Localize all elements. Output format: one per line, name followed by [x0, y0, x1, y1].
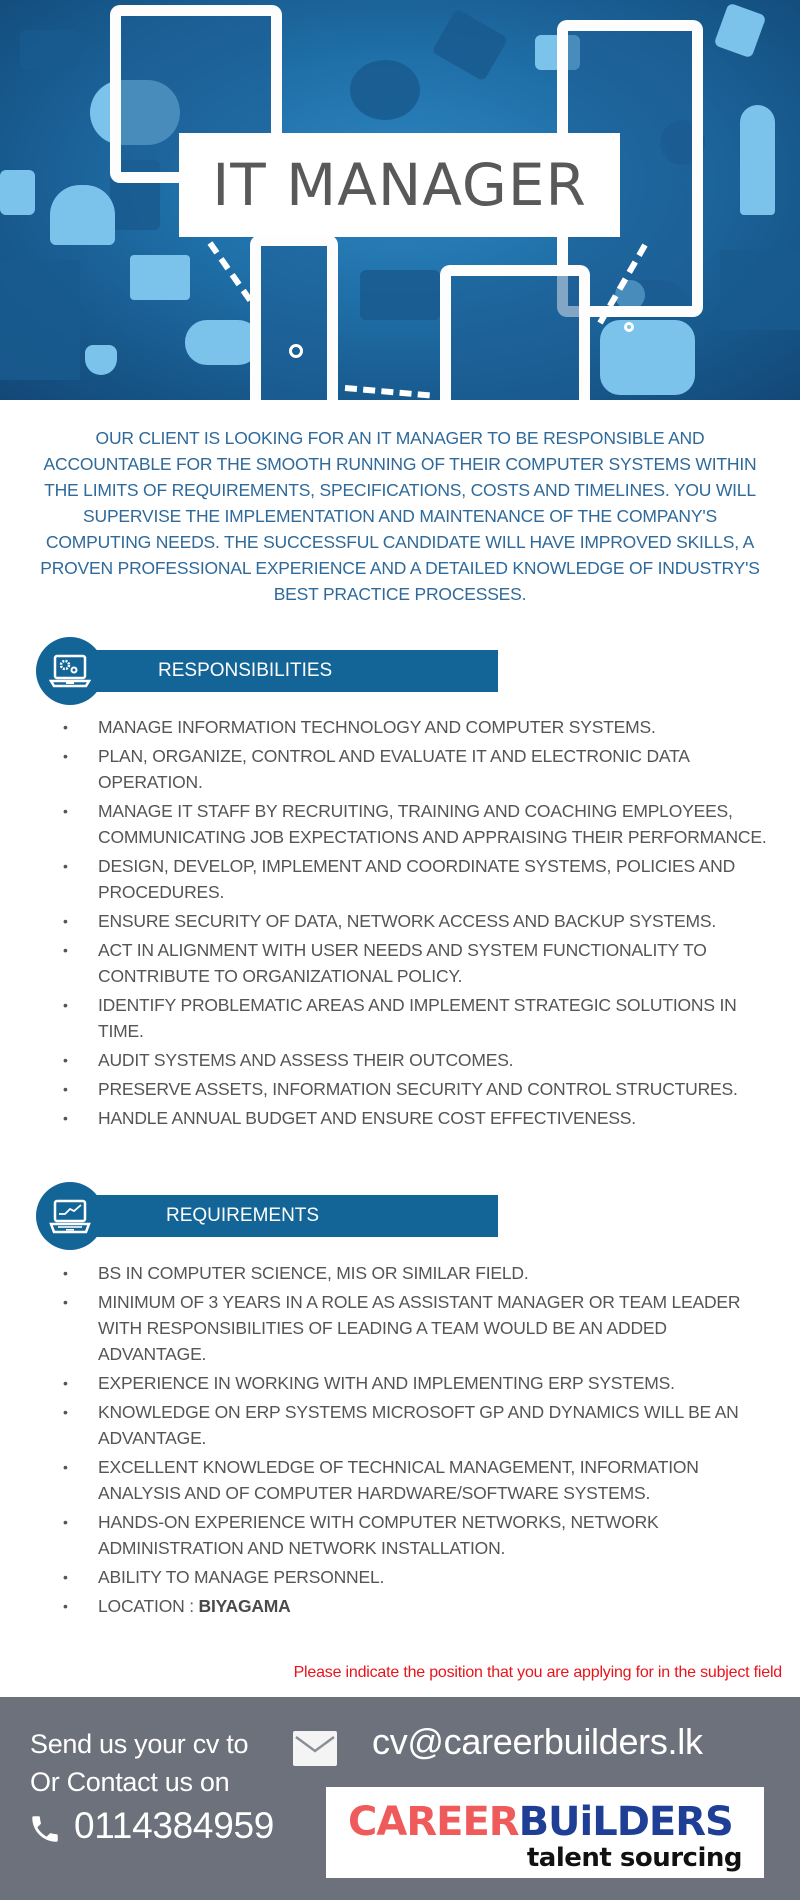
location-value: BIYAGAMA: [198, 1596, 291, 1616]
dotted-connector: [208, 241, 253, 302]
location-item: • LOCATION : BIYAGAMA: [63, 1596, 291, 1616]
decorative-shape: [0, 260, 80, 380]
list-item: • HANDLE ANNUAL BUDGET AND ENSURE COST EFFECTIVENESS.: [63, 1108, 636, 1128]
list-item: • MANAGE INFORMATION TECHNOLOGY AND COMPUTER SYSTEMS.: [63, 717, 656, 737]
list-item: • DESIGN, DEVELOP, IMPLEMENT AND COORDINATE SYSTEMS, POLICIES AND PROCEDURES.: [63, 856, 736, 902]
list-item: • EXCELLENT KNOWLEDGE OF TECHNICAL MANAGEMENT, INFORMATION ANALYSIS AND OF COMPUTER HARDWARE/SOFTWARE SYSTEMS.: [63, 1457, 699, 1503]
job-title: IT MANAGER: [212, 151, 587, 219]
job-description: OUR CLIENT IS LOOKING FOR AN IT MANAGER TO BE RESPONSIBLE AND ACCOUNTABLE FOR THE SMOOTH RUNNING OF THEIR COMPUTER SYSTEMS WITHIN THE LIMITS OF REQUIREMENTS, SPECIFICATIONS, COSTS AND TIMELINES. YOU WILL SUPERVISE THE IMPLEMENTATION AND MAINTENANCE OF THE COMPANY'S COMPUTING NEEDS. THE SUCCESSFUL CANDIDATE WILL HAVE IMPROVED SKILLS, A PROVEN PROFESSIONAL EXPERIENCE AND A DETAILED KNOWLEDGE OF INDUSTRY'S BEST PRACTICE PROCESSES.: [40, 428, 760, 604]
logo-wordmark: CAREERBUiLDERS: [348, 1799, 733, 1845]
section-title: RESPONSIBILITIES: [158, 660, 333, 681]
list-item: • HANDS-ON EXPERIENCE WITH COMPUTER NETWORKS, NETWORK ADMINISTRATION AND NETWORK INSTALLATION.: [63, 1512, 659, 1558]
decorative-shape: [432, 8, 509, 81]
send-cv-label: Send us your cv to: [30, 1729, 249, 1759]
phone-number[interactable]: 0114384959: [74, 1805, 275, 1846]
decorative-shape: [350, 60, 420, 120]
smartphone-icon: [250, 235, 338, 400]
application-note: Please indicate the position that you are applying for in the subject field: [293, 1664, 782, 1681]
list-item: • EXPERIENCE IN WORKING WITH AND IMPLEMENTING ERP SYSTEMS.: [63, 1373, 675, 1393]
logo-tagline: talent sourcing: [526, 1843, 742, 1873]
decorative-shape: [20, 30, 80, 70]
list-item: • IDENTIFY PROBLEMATIC AREAS AND IMPLEMENT STRATEGIC SOLUTIONS IN TIME.: [63, 995, 737, 1041]
chat-bubble-icon: [600, 320, 695, 395]
thumbs-up-icon: [0, 170, 35, 215]
list-item: • ABILITY TO MANAGE PERSONNEL.: [63, 1567, 385, 1587]
list-item: • BS IN COMPUTER SCIENCE, MIS OR SIMILAR FIELD.: [63, 1263, 529, 1283]
list-item: • ACT IN ALIGNMENT WITH USER NEEDS AND SYSTEM FUNCTIONALITY TO CONTRIBUTE TO ORGANIZATIONAL POLICY.: [63, 940, 707, 986]
careerbuilders-logo: [326, 1787, 764, 1878]
decorative-shape: [360, 270, 440, 320]
requirements-list: [58, 1260, 778, 1622]
list-item: • PRESERVE ASSETS, INFORMATION SECURITY AND CONTROL STRUCTURES.: [63, 1079, 738, 1099]
list-item: • AUDIT SYSTEMS AND ASSESS THEIR OUTCOMES.: [63, 1050, 514, 1070]
decorative-shape: [720, 250, 800, 330]
heart-icon: [85, 345, 117, 375]
laptop-chart-icon: [36, 1182, 104, 1250]
list-item: • PLAN, ORGANIZE, CONTROL AND EVALUATE IT AND ELECTRONIC DATA OPERATION.: [63, 746, 689, 792]
bicycle-icon: [185, 320, 260, 365]
location-label: LOCATION :: [98, 1596, 199, 1616]
person-bust-icon: [50, 185, 115, 245]
contact-footer: [0, 1697, 800, 1900]
dotted-connector: [345, 385, 430, 398]
list-item: • KNOWLEDGE ON ERP SYSTEMS MICROSOFT GP AND DYNAMICS WILL BE AN ADVANTAGE.: [63, 1402, 739, 1448]
keyboard-phone-icon: [440, 265, 590, 400]
email-link[interactable]: cv@careerbuilders.lk: [372, 1721, 703, 1762]
laptop-gears-icon: [36, 637, 104, 705]
hero-banner: [0, 0, 800, 400]
list-item: • MINIMUM OF 3 YEARS IN A ROLE AS ASSISTANT MANAGER OR TEAM LEADER WITH RESPONSIBILITIES OF LEADING A TEAM WOULD BE AN ADDED ADVANTAGE.: [63, 1292, 741, 1364]
list-item: • ENSURE SECURITY OF DATA, NETWORK ACCESS AND BACKUP SYSTEMS.: [63, 911, 716, 931]
section-bar: [66, 650, 498, 692]
job-title-box: [179, 133, 620, 237]
person-icon: [740, 105, 775, 215]
phone-icon: [28, 1812, 62, 1851]
section-bar: [66, 1195, 498, 1237]
list-item: • MANAGE IT STAFF BY RECRUITING, TRAINING AND COACHING EMPLOYEES, COMMUNICATING JOB EXPECTATIONS AND APPRAISING THEIR PERFORMANCE.: [63, 801, 767, 847]
fuel-pump-icon: [714, 3, 767, 59]
responsibilities-list: [58, 714, 778, 1134]
envelope-icon: [293, 1731, 337, 1766]
section-title: REQUIREMENTS: [166, 1205, 320, 1226]
responsibilities-header: [36, 637, 498, 705]
contact-label: Or Contact us on: [30, 1767, 230, 1797]
tv-icon: [130, 255, 190, 300]
requirements-header: [36, 1182, 498, 1250]
